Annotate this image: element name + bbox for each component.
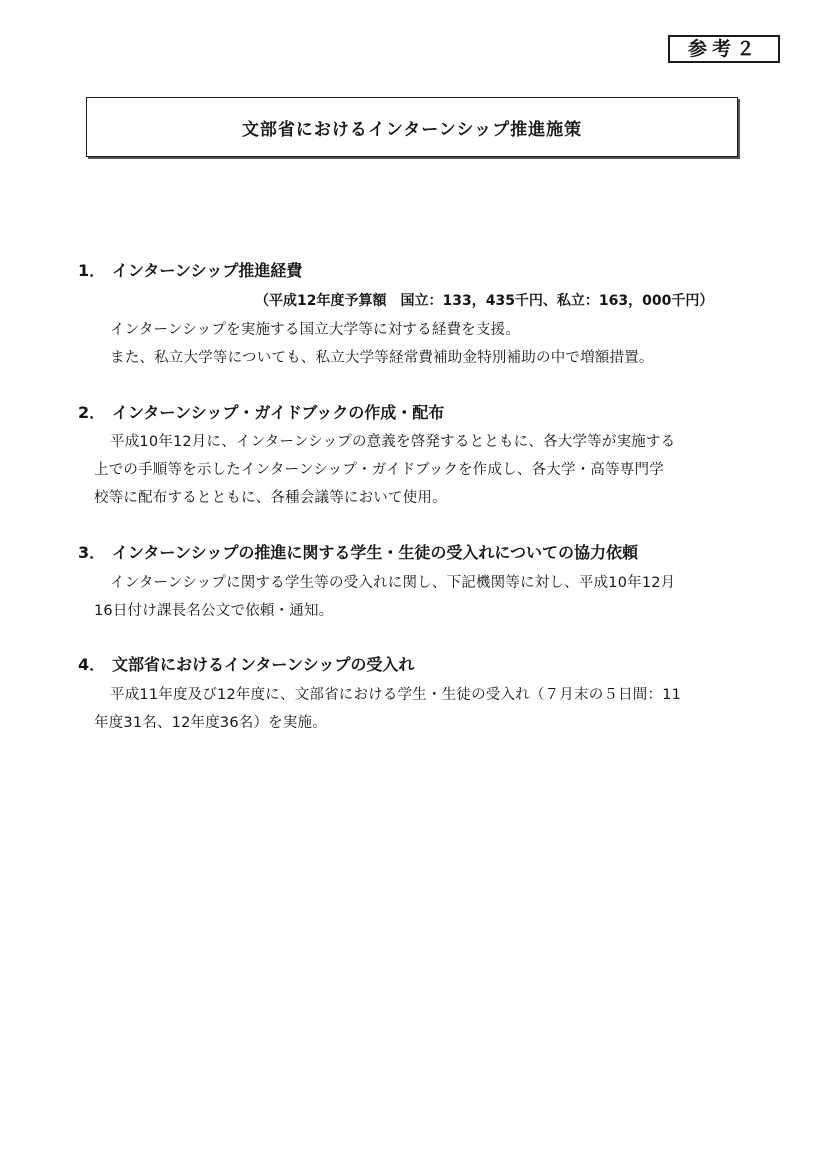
section-4-heading-text: 文部省におけるインターンシップの受入れ: [112, 655, 415, 674]
section-1-heading: [78, 258, 302, 281]
title-box: [86, 97, 738, 157]
section-3-line-1: インターンシップに関する学生等の受入れに関し、下記機関等に対し、平成10年12月: [110, 575, 676, 591]
section-2-heading-text: インターンシップ・ガイドブックの作成・配布: [112, 403, 445, 422]
section-1-line-1: インターンシップを実施する国立大学等に対する経費を支援。: [110, 322, 521, 338]
section-3-heading: [78, 540, 638, 563]
section-1-heading-text: インターンシップ推進経費: [112, 261, 303, 280]
section-2-number: 2．: [78, 403, 106, 422]
reference-label: 参考２: [668, 35, 780, 63]
section-4-number: 4．: [78, 655, 106, 674]
section-1-line-2: また、私立大学等についても、私立大学等経常費補助金特別補助の中で増額措置。: [110, 350, 654, 366]
section-4-line-2: 年度31名、12年度36名）を実施。: [94, 715, 327, 731]
section-3-heading-text: インターンシップの推進に関する学生・生徒の受入れについての協力依頼: [112, 543, 639, 562]
section-1-number: 1．: [78, 261, 106, 280]
section-2-line-2: 上での手順等を示したインターンシップ・ガイドブックを作成し、各大学・高等専門学: [94, 462, 664, 478]
section-2-line-3: 校等に配布するとともに、各種会議等において使用。: [94, 490, 447, 506]
section-3-line-2: 16日付け課長名公文で依頼・通知。: [94, 603, 334, 619]
section-2-line-1: 平成10年12月に、インターンシップの意義を啓発するとともに、各大学等が実施する: [110, 434, 676, 450]
section-1-budget: （平成12年度予算額 国立：133，435千円、私立：163，000千円）: [255, 293, 714, 309]
section-2-heading: [78, 400, 444, 423]
page-title: 文部省におけるインターンシップ推進施策: [241, 119, 583, 140]
section-4-line-1: 平成11年度及び12年度に、文部省における学生・生徒の受入れ（７月末の５日間：11: [110, 687, 682, 703]
section-3-number: 3．: [78, 543, 106, 562]
section-4-heading: [78, 652, 414, 675]
